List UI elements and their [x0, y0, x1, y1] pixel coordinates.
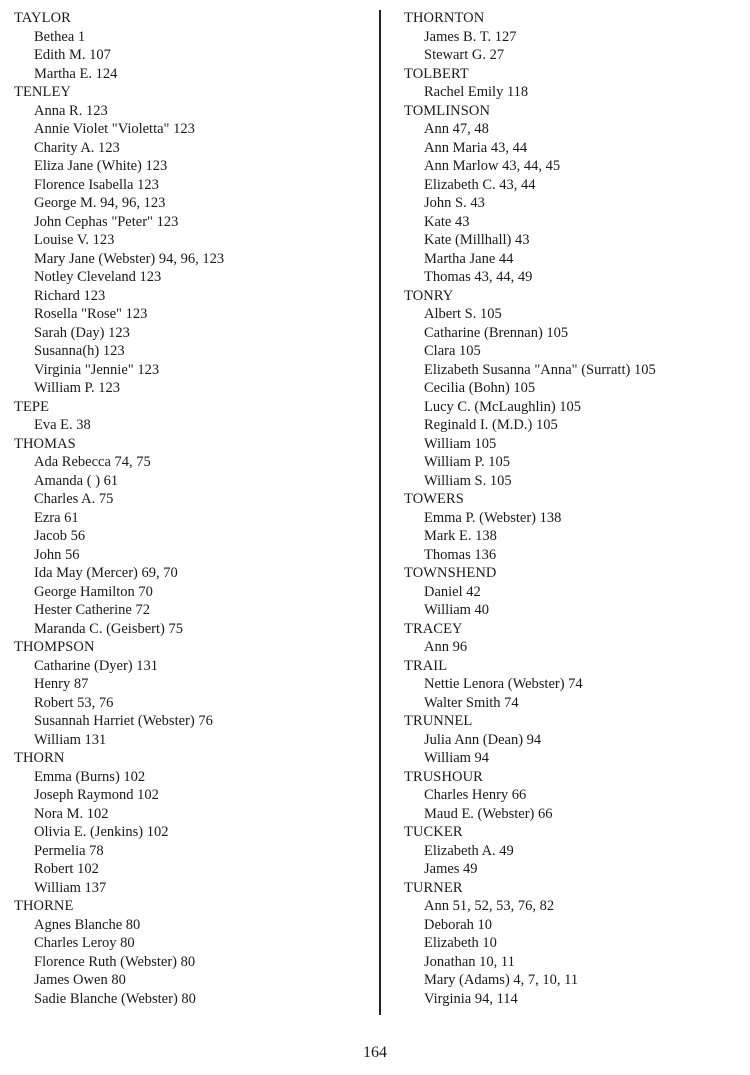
index-entry: Elizabeth C. 43, 44: [424, 176, 536, 193]
surname-heading: TRAIL: [404, 657, 448, 674]
index-entry: Sarah (Day) 123: [34, 324, 130, 341]
index-entry: Henry 87: [34, 676, 89, 692]
index-entry: Agnes Blanche 80: [34, 916, 141, 933]
index-entry: Ann 96: [424, 639, 468, 655]
index-entry: Clara 105: [424, 343, 481, 359]
surname-group: [14, 83, 364, 398]
index-entry: James 49: [424, 861, 478, 877]
index-entry: Amanda ( ) 61: [34, 472, 119, 489]
index-entry: William P. 105: [424, 454, 511, 470]
index-entry: John 56: [34, 546, 80, 563]
index-entry: Nettie Lenora (Webster) 74: [424, 676, 583, 692]
surname-group: [404, 564, 734, 620]
index-entry: Sadie Blanche (Webster) 80: [34, 990, 196, 1007]
index-entry: Eva E. 38: [34, 417, 91, 433]
index-entry: Hester Catherine 72: [34, 602, 150, 618]
index-entry: Charles A. 75: [34, 491, 114, 507]
index-entry: Rachel Emily 118: [424, 84, 529, 100]
page-number: 164: [363, 1044, 387, 1061]
index-entry: Reginald I. (M.D.) 105: [424, 417, 558, 433]
index-entry: Elizabeth Susanna "Anna" (Surratt) 105: [424, 361, 656, 378]
index-entry: Cecilia (Bohn) 105: [424, 380, 536, 396]
index-entry: Thomas 136: [424, 546, 497, 563]
index-entry: Jonathan 10, 11: [424, 953, 515, 970]
surname-heading: TOLBERT: [404, 65, 469, 82]
index-entry: William P. 123: [34, 380, 121, 396]
index-entry: Maud E. (Webster) 66: [424, 805, 553, 822]
index-entry: Emma P. (Webster) 138: [424, 509, 562, 526]
index-entry: Elizabeth 10: [424, 935, 497, 951]
surname-heading: TONRY: [404, 287, 454, 304]
index-entry: Lucy C. (McLaughlin) 105: [424, 398, 582, 415]
surname-group: [14, 638, 364, 749]
index-entry: Anna R. 123: [34, 102, 108, 119]
surname-group: [404, 823, 734, 879]
index-entry: Susannah Harriet (Webster) 76: [34, 713, 213, 729]
index-entry: Charles Henry 66: [424, 787, 527, 803]
index-entry: Ida May (Mercer) 69, 70: [34, 565, 178, 581]
index-entry: Maranda C. (Geisbert) 75: [34, 620, 183, 637]
surname-group: [404, 9, 734, 65]
surname-heading: TOWERS: [404, 491, 464, 507]
index-entry: Ezra 61: [34, 509, 79, 526]
surname-group: [404, 712, 734, 768]
index-entry: Notley Cleveland 123: [34, 269, 162, 285]
column-divider: [379, 10, 381, 1015]
index-entry: Albert S. 105: [424, 306, 502, 322]
index-entry: Virginia 94, 114: [424, 990, 518, 1007]
index-entry: Ann 47, 48: [424, 121, 489, 137]
index-column-right: [404, 9, 734, 1008]
surname-group: [404, 879, 734, 1009]
index-entry: Richard 123: [34, 287, 106, 304]
index-entry: Florence Ruth (Webster) 80: [34, 953, 196, 970]
surname-group: [14, 9, 364, 83]
index-entry: Virginia "Jennie" 123: [34, 361, 160, 378]
index-entry: Annie Violet "Violetta" 123: [34, 121, 195, 137]
index-entry: William 137: [34, 879, 107, 896]
index-entry: Daniel 42: [424, 583, 481, 600]
index-entry: Louise V. 123: [34, 232, 115, 248]
index-entry: Ann Marlow 43, 44, 45: [424, 158, 561, 174]
surname-heading: TURNER: [404, 879, 463, 896]
index-entry: Ann 51, 52, 53, 76, 82: [424, 898, 555, 914]
index-entry: Ada Rebecca 74, 75: [34, 454, 151, 470]
index-entry: Jacob 56: [34, 528, 86, 544]
surname-group: [14, 897, 364, 1008]
index-entry: William 40: [424, 602, 490, 618]
surname-group: [404, 490, 734, 564]
index-entry: William 94: [424, 750, 490, 766]
surname-heading: THOMPSON: [14, 639, 95, 655]
surname-heading: THORN: [14, 750, 65, 766]
index-entry: Edith M. 107: [34, 47, 111, 63]
surname-heading: TUCKER: [404, 824, 463, 840]
index-entry: Ann Maria 43, 44: [424, 139, 528, 156]
surname-heading: THOMAS: [14, 435, 76, 452]
index-entry: Emma (Burns) 102: [34, 768, 146, 785]
surname-group: [14, 435, 364, 639]
surname-group: [404, 65, 734, 102]
index-entry: Joseph Raymond 102: [34, 787, 159, 803]
index-entry: Kate (Millhall) 43: [424, 232, 530, 248]
index-entry: Charity A. 123: [34, 139, 120, 156]
index-entry: James B. T. 127: [424, 28, 517, 45]
surname-heading: TOWNSHEND: [404, 565, 497, 581]
index-entry: Charles Leroy 80: [34, 935, 135, 951]
surname-heading: TOMLINSON: [404, 102, 491, 119]
index-entry: Catharine (Brennan) 105: [424, 324, 569, 341]
surname-group: [404, 620, 734, 657]
index-entry: Martha E. 124: [34, 65, 118, 82]
index-entry: Deborah 10: [424, 916, 493, 933]
index-entry: Susanna(h) 123: [34, 343, 125, 359]
index-entry: Olivia E. (Jenkins) 102: [34, 824, 169, 840]
surname-group: [404, 657, 734, 713]
index-entry: Julia Ann (Dean) 94: [424, 731, 542, 748]
surname-heading: TRUNNEL: [404, 713, 473, 729]
index-entry: Bethea 1: [34, 28, 86, 45]
index-column-left: [14, 9, 364, 1008]
surname-heading: THORNE: [14, 898, 74, 914]
index-entry: James Owen 80: [34, 972, 126, 988]
index-entry: Robert 102: [34, 861, 99, 877]
surname-heading: THORNTON: [404, 10, 485, 26]
index-entry: Martha Jane 44: [424, 250, 514, 267]
surname-group: [404, 768, 734, 824]
index-entry: William S. 105: [424, 472, 512, 489]
surname-group: [404, 287, 734, 491]
index-entry: Walter Smith 74: [424, 694, 519, 711]
index-entry: William 105: [424, 435, 497, 452]
index-entry: Mary Jane (Webster) 94, 96, 123: [34, 250, 225, 267]
index-entry: Robert 53, 76: [34, 694, 114, 711]
index-entry: Thomas 43, 44, 49: [424, 269, 533, 285]
index-entry: Nora M. 102: [34, 805, 109, 822]
index-entry: John Cephas "Peter" 123: [34, 213, 179, 230]
index-entry: Stewart G. 27: [424, 47, 505, 63]
surname-group: [404, 102, 734, 287]
index-entry: Florence Isabella 123: [34, 176, 159, 193]
index-entry: George Hamilton 70: [34, 583, 153, 600]
index-entry: John S. 43: [424, 195, 485, 211]
index-entry: Eliza Jane (White) 123: [34, 158, 168, 174]
index-entry: William 131: [34, 731, 107, 748]
index-entry: Catharine (Dyer) 131: [34, 657, 159, 674]
index-entry: George M. 94, 96, 123: [34, 195, 166, 211]
index-entry: Rosella "Rose" 123: [34, 306, 148, 322]
surname-heading: TRACEY: [404, 620, 463, 637]
index-entry: Permelia 78: [34, 842, 104, 859]
index-entry: Elizabeth A. 49: [424, 842, 514, 859]
surname-heading: TENLEY: [14, 84, 71, 100]
surname-group: [14, 398, 364, 435]
surname-heading: TAYLOR: [14, 10, 71, 26]
index-entry: Mark E. 138: [424, 528, 497, 544]
index-entry: Kate 43: [424, 213, 470, 230]
index-entry: Mary (Adams) 4, 7, 10, 11: [424, 972, 579, 988]
surname-heading: TRUSHOUR: [404, 768, 483, 785]
surname-heading: TEPE: [14, 398, 50, 415]
surname-group: [14, 749, 364, 897]
